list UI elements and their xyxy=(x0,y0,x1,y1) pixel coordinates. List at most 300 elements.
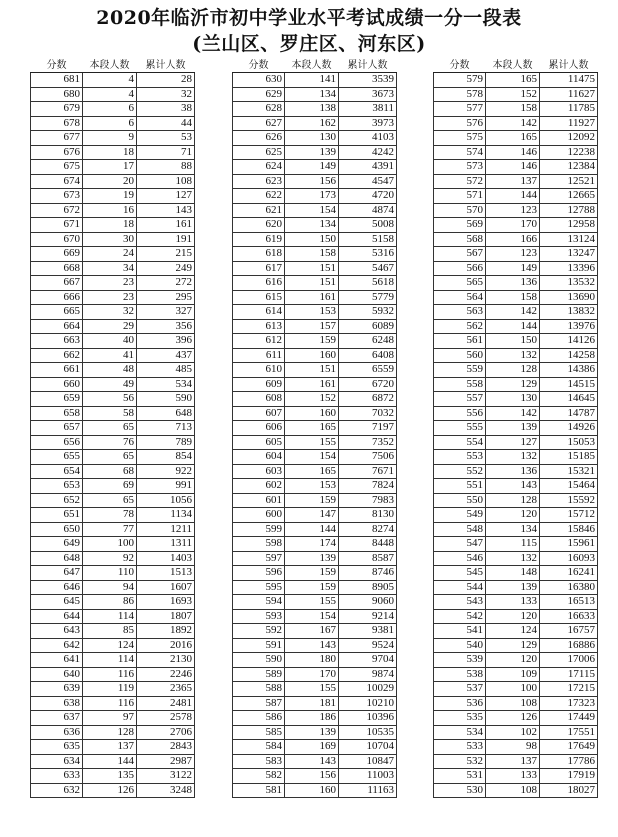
cell-segment-count: 143 xyxy=(486,479,540,494)
cell-segment-count: 146 xyxy=(486,145,540,160)
cell-segment-count: 130 xyxy=(486,392,540,407)
cell-score: 674 xyxy=(31,174,83,189)
cell-segment-count: 154 xyxy=(285,450,339,465)
cell-segment-count: 161 xyxy=(285,290,339,305)
cell-score: 680 xyxy=(31,87,83,102)
header-cumulative-count: 累计人数 xyxy=(540,60,598,73)
cell-segment-count: 65 xyxy=(83,493,137,508)
cell-score: 534 xyxy=(434,725,486,740)
cell-score: 654 xyxy=(31,464,83,479)
cell-cumulative-count: 396 xyxy=(137,334,195,349)
cell-score: 563 xyxy=(434,305,486,320)
cell-score: 568 xyxy=(434,232,486,247)
cell-segment-count: 123 xyxy=(486,203,540,218)
cell-score: 590 xyxy=(233,653,285,668)
cell-score: 615 xyxy=(233,290,285,305)
table-row xyxy=(31,435,195,450)
cell-score: 594 xyxy=(233,595,285,610)
cell-score: 634 xyxy=(31,754,83,769)
cell-cumulative-count: 12238 xyxy=(540,145,598,160)
cell-cumulative-count: 2365 xyxy=(137,682,195,697)
table-row xyxy=(434,696,598,711)
cell-score: 670 xyxy=(31,232,83,247)
cell-score: 640 xyxy=(31,667,83,682)
cell-cumulative-count: 11163 xyxy=(339,783,397,798)
cell-score: 614 xyxy=(233,305,285,320)
cell-cumulative-count: 648 xyxy=(137,406,195,421)
table-row xyxy=(233,131,397,146)
cell-segment-count: 6 xyxy=(83,116,137,131)
cell-score: 668 xyxy=(31,261,83,276)
cell-score: 566 xyxy=(434,261,486,276)
table-row xyxy=(434,73,598,88)
cell-score: 665 xyxy=(31,305,83,320)
cell-cumulative-count: 6559 xyxy=(339,363,397,378)
table-row xyxy=(434,218,598,233)
table-row xyxy=(233,537,397,552)
table-row xyxy=(31,319,195,334)
table-row xyxy=(31,754,195,769)
cell-score: 608 xyxy=(233,392,285,407)
cell-score: 560 xyxy=(434,348,486,363)
cell-cumulative-count: 14926 xyxy=(540,421,598,436)
table-row xyxy=(233,638,397,653)
cell-cumulative-count: 789 xyxy=(137,435,195,450)
cell-segment-count: 132 xyxy=(486,450,540,465)
table-row xyxy=(31,174,195,189)
cell-cumulative-count: 437 xyxy=(137,348,195,363)
header-segment-count: 本段人数 xyxy=(83,60,137,73)
cell-score: 625 xyxy=(233,145,285,160)
cell-score: 593 xyxy=(233,609,285,624)
cell-cumulative-count: 295 xyxy=(137,290,195,305)
cell-score: 574 xyxy=(434,145,486,160)
table-row xyxy=(31,609,195,624)
cell-segment-count: 169 xyxy=(285,740,339,755)
table-row xyxy=(233,464,397,479)
cell-score: 565 xyxy=(434,276,486,291)
cell-cumulative-count: 17919 xyxy=(540,769,598,784)
cell-cumulative-count: 10847 xyxy=(339,754,397,769)
cell-score: 648 xyxy=(31,551,83,566)
table-row xyxy=(233,711,397,726)
cell-cumulative-count: 14515 xyxy=(540,377,598,392)
table-row xyxy=(233,102,397,117)
table-row xyxy=(233,769,397,784)
cell-segment-count: 120 xyxy=(486,653,540,668)
cell-cumulative-count: 9214 xyxy=(339,609,397,624)
cell-segment-count: 141 xyxy=(285,73,339,88)
page-subtitle: (兰山区、罗庄区、河东区) xyxy=(192,33,426,55)
cell-score: 579 xyxy=(434,73,486,88)
cell-score: 589 xyxy=(233,667,285,682)
cell-segment-count: 142 xyxy=(486,406,540,421)
cell-score: 638 xyxy=(31,696,83,711)
cell-segment-count: 16 xyxy=(83,203,137,218)
cell-score: 587 xyxy=(233,696,285,711)
cell-cumulative-count: 127 xyxy=(137,189,195,204)
cell-score: 558 xyxy=(434,377,486,392)
cell-cumulative-count: 11627 xyxy=(540,87,598,102)
cell-cumulative-count: 6089 xyxy=(339,319,397,334)
cell-cumulative-count: 2706 xyxy=(137,725,195,740)
cell-segment-count: 158 xyxy=(486,290,540,305)
cell-segment-count: 132 xyxy=(486,551,540,566)
cell-score: 630 xyxy=(233,73,285,88)
cell-segment-count: 153 xyxy=(285,479,339,494)
cell-cumulative-count: 16380 xyxy=(540,580,598,595)
cell-cumulative-count: 15321 xyxy=(540,464,598,479)
cell-segment-count: 137 xyxy=(83,740,137,755)
cell-score: 650 xyxy=(31,522,83,537)
table-row xyxy=(233,406,397,421)
cell-segment-count: 144 xyxy=(486,189,540,204)
cell-cumulative-count: 17006 xyxy=(540,653,598,668)
cell-score: 549 xyxy=(434,508,486,523)
cell-cumulative-count: 5008 xyxy=(339,218,397,233)
cell-cumulative-count: 12665 xyxy=(540,189,598,204)
table-row xyxy=(434,711,598,726)
cell-cumulative-count: 11475 xyxy=(540,73,598,88)
cell-cumulative-count: 8905 xyxy=(339,580,397,595)
cell-score: 627 xyxy=(233,116,285,131)
cell-cumulative-count: 249 xyxy=(137,261,195,276)
table-row xyxy=(233,740,397,755)
cell-cumulative-count: 11003 xyxy=(339,769,397,784)
table-row xyxy=(31,580,195,595)
table-row xyxy=(31,551,195,566)
table-row xyxy=(31,305,195,320)
cell-segment-count: 155 xyxy=(285,595,339,610)
cell-cumulative-count: 88 xyxy=(137,160,195,175)
cell-score: 570 xyxy=(434,203,486,218)
cell-score: 651 xyxy=(31,508,83,523)
cell-score: 613 xyxy=(233,319,285,334)
cell-segment-count: 151 xyxy=(285,363,339,378)
cell-cumulative-count: 14386 xyxy=(540,363,598,378)
cell-cumulative-count: 2246 xyxy=(137,667,195,682)
cell-segment-count: 155 xyxy=(285,435,339,450)
cell-cumulative-count: 17449 xyxy=(540,711,598,726)
cell-score: 666 xyxy=(31,290,83,305)
cell-cumulative-count: 1807 xyxy=(137,609,195,624)
cell-score: 629 xyxy=(233,87,285,102)
cell-score: 616 xyxy=(233,276,285,291)
table-row xyxy=(233,493,397,508)
cell-cumulative-count: 15053 xyxy=(540,435,598,450)
cell-score: 609 xyxy=(233,377,285,392)
table-row xyxy=(434,667,598,682)
cell-segment-count: 128 xyxy=(486,363,540,378)
cell-cumulative-count: 15846 xyxy=(540,522,598,537)
table-row xyxy=(31,348,195,363)
cell-cumulative-count: 1056 xyxy=(137,493,195,508)
cell-cumulative-count: 8274 xyxy=(339,522,397,537)
cell-segment-count: 159 xyxy=(285,580,339,595)
cell-cumulative-count: 17551 xyxy=(540,725,598,740)
cell-segment-count: 56 xyxy=(83,392,137,407)
table-row xyxy=(434,740,598,755)
cell-segment-count: 128 xyxy=(486,493,540,508)
table-row xyxy=(233,363,397,378)
cell-cumulative-count: 356 xyxy=(137,319,195,334)
table-row xyxy=(434,377,598,392)
cell-segment-count: 133 xyxy=(486,769,540,784)
cell-score: 546 xyxy=(434,551,486,566)
cell-score: 536 xyxy=(434,696,486,711)
table-row xyxy=(434,174,598,189)
table-row xyxy=(31,479,195,494)
table-row xyxy=(233,261,397,276)
cell-segment-count: 144 xyxy=(486,319,540,334)
cell-cumulative-count: 1403 xyxy=(137,551,195,566)
cell-cumulative-count: 1513 xyxy=(137,566,195,581)
cell-score: 637 xyxy=(31,711,83,726)
cell-score: 663 xyxy=(31,334,83,349)
cell-segment-count: 23 xyxy=(83,290,137,305)
table-row xyxy=(233,247,397,262)
table-row xyxy=(31,783,195,798)
cell-segment-count: 173 xyxy=(285,189,339,204)
cell-segment-count: 136 xyxy=(486,464,540,479)
cell-score: 617 xyxy=(233,261,285,276)
cell-cumulative-count: 3811 xyxy=(339,102,397,117)
cell-cumulative-count: 17215 xyxy=(540,682,598,697)
cell-cumulative-count: 1693 xyxy=(137,595,195,610)
cell-cumulative-count: 590 xyxy=(137,392,195,407)
page-title: 2020年临沂市初中学业水平考试成绩一分一段表 xyxy=(96,7,522,29)
cell-segment-count: 114 xyxy=(83,609,137,624)
cell-cumulative-count: 3539 xyxy=(339,73,397,88)
cell-segment-count: 126 xyxy=(83,783,137,798)
cell-score: 575 xyxy=(434,131,486,146)
cell-score: 669 xyxy=(31,247,83,262)
table-row xyxy=(434,653,598,668)
table-row xyxy=(31,725,195,740)
cell-segment-count: 136 xyxy=(486,276,540,291)
table-row xyxy=(233,435,397,450)
cell-segment-count: 76 xyxy=(83,435,137,450)
table-row xyxy=(31,696,195,711)
cell-score: 547 xyxy=(434,537,486,552)
table-row xyxy=(233,624,397,639)
cell-cumulative-count: 17649 xyxy=(540,740,598,755)
table-row xyxy=(31,522,195,537)
table-row xyxy=(31,87,195,102)
cell-cumulative-count: 15592 xyxy=(540,493,598,508)
cell-cumulative-count: 11927 xyxy=(540,116,598,131)
cell-segment-count: 40 xyxy=(83,334,137,349)
cell-segment-count: 134 xyxy=(285,218,339,233)
cell-cumulative-count: 6872 xyxy=(339,392,397,407)
cell-score: 602 xyxy=(233,479,285,494)
cell-cumulative-count: 4391 xyxy=(339,160,397,175)
table-row xyxy=(233,508,397,523)
table-row xyxy=(434,725,598,740)
cell-cumulative-count: 8587 xyxy=(339,551,397,566)
table-row xyxy=(434,566,598,581)
cell-segment-count: 160 xyxy=(285,783,339,798)
table-row xyxy=(233,479,397,494)
cell-segment-count: 85 xyxy=(83,624,137,639)
table-row xyxy=(434,450,598,465)
table-row xyxy=(434,609,598,624)
table-row xyxy=(31,102,195,117)
table-row xyxy=(31,450,195,465)
table-row xyxy=(434,624,598,639)
cell-score: 548 xyxy=(434,522,486,537)
table-row xyxy=(31,740,195,755)
cell-segment-count: 30 xyxy=(83,232,137,247)
cell-segment-count: 149 xyxy=(285,160,339,175)
cell-cumulative-count: 3248 xyxy=(137,783,195,798)
cell-score: 656 xyxy=(31,435,83,450)
table-row xyxy=(31,261,195,276)
cell-cumulative-count: 9381 xyxy=(339,624,397,639)
cell-score: 567 xyxy=(434,247,486,262)
table-row xyxy=(31,638,195,653)
cell-segment-count: 156 xyxy=(285,769,339,784)
cell-score: 647 xyxy=(31,566,83,581)
cell-score: 540 xyxy=(434,638,486,653)
cell-cumulative-count: 15712 xyxy=(540,508,598,523)
cell-cumulative-count: 1134 xyxy=(137,508,195,523)
cell-cumulative-count: 18027 xyxy=(540,783,598,798)
table-row xyxy=(233,392,397,407)
cell-cumulative-count: 12788 xyxy=(540,203,598,218)
cell-segment-count: 143 xyxy=(285,638,339,653)
cell-segment-count: 132 xyxy=(486,348,540,363)
table-row xyxy=(31,73,195,88)
cell-score: 578 xyxy=(434,87,486,102)
cell-segment-count: 139 xyxy=(486,580,540,595)
cell-cumulative-count: 485 xyxy=(137,363,195,378)
cell-cumulative-count: 13690 xyxy=(540,290,598,305)
table-row xyxy=(434,595,598,610)
table-row xyxy=(233,290,397,305)
cell-cumulative-count: 7197 xyxy=(339,421,397,436)
cell-cumulative-count: 713 xyxy=(137,421,195,436)
table-row xyxy=(233,189,397,204)
cell-score: 573 xyxy=(434,160,486,175)
cell-score: 597 xyxy=(233,551,285,566)
cell-cumulative-count: 8130 xyxy=(339,508,397,523)
table-row xyxy=(233,232,397,247)
cell-cumulative-count: 14645 xyxy=(540,392,598,407)
cell-cumulative-count: 53 xyxy=(137,131,195,146)
cell-segment-count: 152 xyxy=(486,87,540,102)
cell-segment-count: 69 xyxy=(83,479,137,494)
cell-segment-count: 149 xyxy=(486,261,540,276)
cell-segment-count: 174 xyxy=(285,537,339,552)
cell-segment-count: 153 xyxy=(285,305,339,320)
table-row xyxy=(31,160,195,175)
table-row xyxy=(434,261,598,276)
table-row xyxy=(31,667,195,682)
cell-segment-count: 110 xyxy=(83,566,137,581)
table-row xyxy=(233,87,397,102)
table-row xyxy=(233,725,397,740)
cell-score: 581 xyxy=(233,783,285,798)
cell-segment-count: 77 xyxy=(83,522,137,537)
table-row xyxy=(434,87,598,102)
cell-segment-count: 137 xyxy=(486,754,540,769)
cell-score: 538 xyxy=(434,667,486,682)
cell-segment-count: 150 xyxy=(285,232,339,247)
cell-segment-count: 151 xyxy=(285,276,339,291)
cell-segment-count: 151 xyxy=(285,261,339,276)
cell-cumulative-count: 10535 xyxy=(339,725,397,740)
table-row xyxy=(31,682,195,697)
cell-segment-count: 86 xyxy=(83,595,137,610)
table-row xyxy=(434,421,598,436)
cell-cumulative-count: 922 xyxy=(137,464,195,479)
table-row xyxy=(233,595,397,610)
cell-segment-count: 152 xyxy=(285,392,339,407)
cell-segment-count: 94 xyxy=(83,580,137,595)
cell-cumulative-count: 272 xyxy=(137,276,195,291)
cell-cumulative-count: 534 xyxy=(137,377,195,392)
cell-score: 603 xyxy=(233,464,285,479)
cell-segment-count: 161 xyxy=(285,377,339,392)
cell-score: 661 xyxy=(31,363,83,378)
cell-segment-count: 162 xyxy=(285,116,339,131)
cell-segment-count: 65 xyxy=(83,450,137,465)
cell-score: 600 xyxy=(233,508,285,523)
table-row xyxy=(233,653,397,668)
cell-score: 584 xyxy=(233,740,285,755)
cell-segment-count: 128 xyxy=(83,725,137,740)
table-row xyxy=(233,450,397,465)
table-row xyxy=(434,682,598,697)
table-row xyxy=(434,638,598,653)
cell-cumulative-count: 7032 xyxy=(339,406,397,421)
cell-segment-count: 129 xyxy=(486,377,540,392)
table-row xyxy=(31,232,195,247)
cell-score: 576 xyxy=(434,116,486,131)
cell-cumulative-count: 4242 xyxy=(339,145,397,160)
cell-cumulative-count: 2578 xyxy=(137,711,195,726)
cell-score: 681 xyxy=(31,73,83,88)
cell-segment-count: 137 xyxy=(486,174,540,189)
cell-segment-count: 134 xyxy=(285,87,339,102)
cell-segment-count: 114 xyxy=(83,653,137,668)
cell-cumulative-count: 14258 xyxy=(540,348,598,363)
cell-cumulative-count: 13532 xyxy=(540,276,598,291)
cell-score: 545 xyxy=(434,566,486,581)
cell-segment-count: 49 xyxy=(83,377,137,392)
cell-segment-count: 158 xyxy=(285,247,339,262)
cell-score: 588 xyxy=(233,682,285,697)
cell-cumulative-count: 4103 xyxy=(339,131,397,146)
table-row xyxy=(31,392,195,407)
table-row xyxy=(233,667,397,682)
table-row xyxy=(31,189,195,204)
table-row xyxy=(31,595,195,610)
cell-cumulative-count: 17323 xyxy=(540,696,598,711)
table-row xyxy=(434,189,598,204)
cell-cumulative-count: 1607 xyxy=(137,580,195,595)
cell-segment-count: 65 xyxy=(83,421,137,436)
cell-cumulative-count: 17115 xyxy=(540,667,598,682)
cell-cumulative-count: 13976 xyxy=(540,319,598,334)
cell-segment-count: 41 xyxy=(83,348,137,363)
cell-cumulative-count: 7983 xyxy=(339,493,397,508)
cell-segment-count: 139 xyxy=(486,421,540,436)
cell-cumulative-count: 5316 xyxy=(339,247,397,262)
cell-segment-count: 9 xyxy=(83,131,137,146)
cell-cumulative-count: 1311 xyxy=(137,537,195,552)
